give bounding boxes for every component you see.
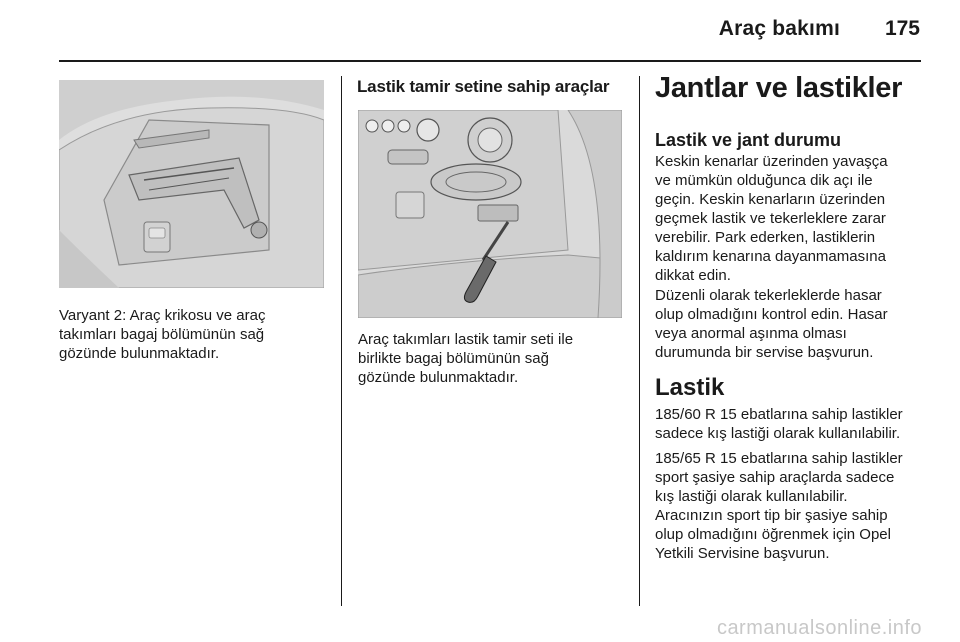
text-line: geçin. Keskin kenarların üzerinden [655, 191, 886, 208]
text-line: Aracınızın sport tip bir şasiye sahip [655, 507, 888, 524]
text-line: veya anormal aşınma olması [655, 325, 847, 342]
subheading-tire-rim-condition: Lastik ve jant durumu [655, 130, 842, 150]
caption-line: Araç takımları lastik tamir seti ile [358, 331, 574, 348]
text-line: Keskin kenarlar üzerinden yavaşça [655, 153, 888, 170]
text-line: sport şasiye sahip araçlarda sadece [655, 469, 895, 486]
watermark: carmanualsonline.info [716, 617, 922, 639]
subheading-tire: Lastik [655, 374, 725, 401]
caption-line: takımları bagaj bölümünün sağ [59, 326, 265, 343]
figure-caption-repair-kit [358, 330, 573, 387]
trunk-jack-figure [59, 80, 324, 288]
text-line: kaldırım kenarına dayanmamasına [655, 248, 886, 265]
column-divider-1 [341, 76, 342, 606]
section-heading-repair-kit: Lastik tamir setine sahip araçlar [357, 77, 610, 96]
paragraph-tire-185-65 [655, 449, 930, 563]
caption-line: Varyant 2: Araç krikosu ve araç [59, 307, 266, 324]
text-line: Düzenli olarak tekerleklerde hasar [655, 287, 882, 304]
caption-line: gözünde bulunmaktadır. [358, 369, 519, 386]
paragraph-tire-185-60 [655, 405, 930, 443]
text-line: olup olmadığını öğrenmek için Opel [655, 526, 891, 543]
figure-caption-jack [59, 306, 265, 363]
text-line: kış lastiği olarak kullanılabilir. [655, 488, 848, 505]
text-line: durumunda bir servise başvurun. [655, 344, 874, 361]
caption-line: gözünde bulunmaktadır. [59, 345, 220, 362]
column-divider-2 [639, 76, 640, 606]
text-line: 185/60 R 15 ebatlarına sahip lastikler [655, 406, 903, 423]
trunk-repair-kit-figure [358, 110, 622, 318]
page-number: 175 [884, 17, 920, 40]
header-divider [59, 60, 921, 62]
text-line: dikkat edin. [655, 267, 731, 284]
page-header-title: Araç bakımı [718, 17, 840, 40]
section-heading-wheels-tires: Jantlar ve lastikler [655, 72, 903, 104]
text-line: geçmek lastik ve tekerleklere zarar [655, 210, 886, 227]
text-line: olup olmadığını kontrol edin. Hasar [655, 306, 888, 323]
paragraph-curb-warning [655, 152, 930, 285]
text-line: sadece kış lastiği olarak kullanılabilir. [655, 425, 901, 442]
text-line: ve mümkün olduğunca dik açı ile [655, 172, 873, 189]
paragraph-damage-check [655, 286, 930, 362]
caption-line: birlikte bagaj bölümünün sağ [358, 350, 549, 367]
text-line: 185/65 R 15 ebatlarına sahip lastikler [655, 450, 903, 467]
text-line: verebilir. Park ederken, lastiklerin [655, 229, 876, 246]
text-line: Yetkili Servisine başvurun. [655, 545, 830, 562]
